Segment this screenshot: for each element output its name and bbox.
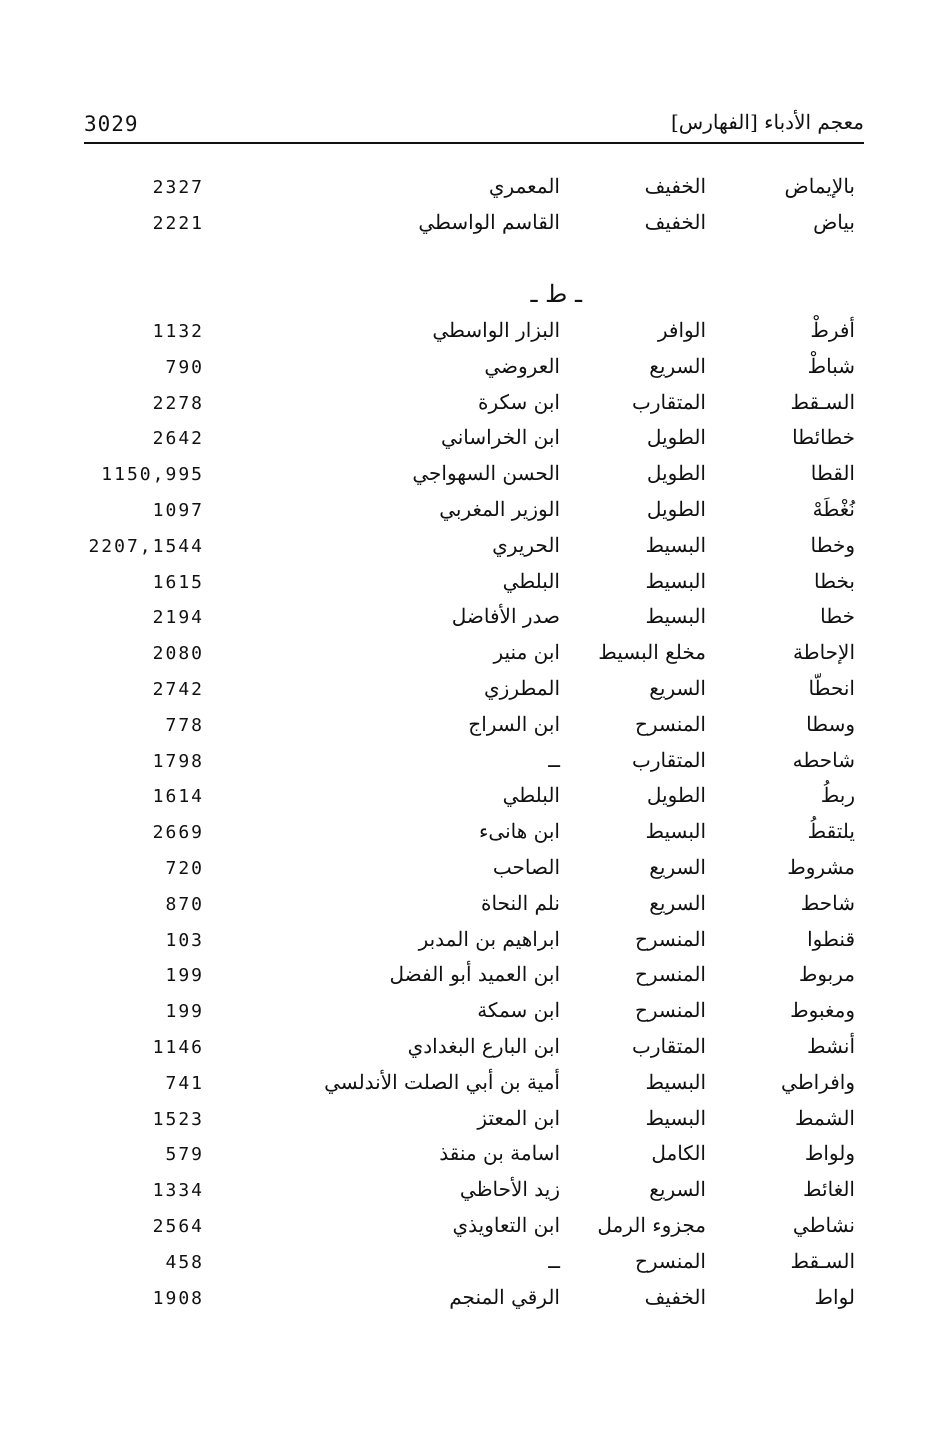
- page-ref-cell: 720: [165, 858, 204, 879]
- meter-cell: المنسرح: [634, 711, 706, 736]
- poet-cell: ــ: [548, 747, 560, 772]
- rhyme-cell: قنطوا: [807, 926, 855, 951]
- page-ref-cell: 2221: [152, 213, 204, 234]
- poet-cell: ابن سكرة: [477, 389, 560, 414]
- poet-cell: الرقي المنجم: [449, 1284, 560, 1309]
- table-row: [0, 819, 932, 855]
- meter-cell: المنسرح: [634, 1248, 706, 1273]
- meter-cell: مجزوء الرمل: [597, 1213, 706, 1237]
- poet-cell: زيد الأحاظي: [459, 1177, 560, 1202]
- meter-cell: الخفيف: [644, 1284, 706, 1309]
- table-row: [0, 604, 932, 640]
- page-ref-cell: 2742: [152, 679, 204, 700]
- poet-cell: ابن هانىء: [479, 819, 560, 844]
- table-row: [0, 962, 932, 998]
- page-ref-cell: 2278: [152, 392, 204, 414]
- page-ref-cell: 2327: [152, 177, 204, 198]
- rhyme-cell: ربطُ: [820, 783, 855, 808]
- meter-cell: البسيط: [645, 1105, 706, 1130]
- table-row: [0, 569, 932, 605]
- poet-cell: ابن البارع البغدادي: [407, 1034, 560, 1058]
- page-ref-cell: 579: [165, 1144, 204, 1166]
- poet-cell: البلطي: [502, 568, 560, 593]
- page-ref-cell: 2642: [152, 428, 204, 450]
- page-ref-cell: 1523: [152, 1108, 204, 1130]
- table-row: [0, 640, 932, 676]
- meter-cell: البسيط: [645, 604, 706, 629]
- page-ref-cell: 778: [165, 714, 204, 736]
- rhyme-cell: شباطْ: [807, 353, 855, 378]
- rhyme-cell: الإحاطة: [792, 640, 855, 665]
- table-row: [0, 855, 932, 891]
- page-ref-cell: 1908: [152, 1287, 204, 1309]
- meter-cell: المتقارب: [632, 389, 706, 414]
- table-row: [0, 998, 932, 1034]
- page-ref-cell: 2669: [152, 822, 204, 844]
- rhyme-cell: نشاطي: [792, 1213, 855, 1237]
- rhyme-cell: ومغبوط: [790, 998, 855, 1023]
- page-ref-cell: 199: [165, 1001, 204, 1023]
- table-row: [0, 210, 932, 246]
- page-ref-cell: 1132: [152, 321, 204, 342]
- poet-cell: القاسم الواسطي: [418, 210, 560, 234]
- running-title: معجم الأدباء [الفهارس]: [671, 110, 864, 134]
- poet-cell: اسامة بن منقذ: [439, 1141, 560, 1166]
- page-number: 3029: [84, 112, 139, 136]
- rhyme-cell: خطا: [820, 604, 855, 629]
- poet-cell: ابن المعتز: [477, 1105, 560, 1130]
- rhyme-cell: الشمط: [794, 1105, 855, 1130]
- table-row: [0, 497, 932, 533]
- poet-cell: ابن سمكة: [477, 998, 560, 1023]
- rhyme-cell: وخطا: [810, 532, 855, 557]
- section-letter-heading: ـ ط ـ: [530, 280, 582, 308]
- poet-cell: البزار الواسطي: [432, 318, 560, 342]
- rhyme-cell: وافراطي: [781, 1069, 855, 1094]
- poet-cell: العروضي: [484, 353, 560, 378]
- poet-cell: المطرزي: [484, 676, 560, 700]
- table-row: [0, 1070, 932, 1106]
- meter-cell: المنسرح: [634, 926, 706, 951]
- poet-cell: صدر الأفاضل: [451, 604, 560, 629]
- table-row: [0, 891, 932, 927]
- table-row: [0, 676, 932, 712]
- rhyme-cell: ولواط: [804, 1141, 855, 1166]
- poet-cell: ابن العميد أبو الفضل: [389, 962, 560, 987]
- rhyme-cell: أنشط: [807, 1034, 855, 1058]
- page-ref-cell: 2207,1544: [88, 535, 204, 557]
- table-row: [0, 461, 932, 497]
- poet-cell: أمية بن أبي الصلت الأندلسي: [324, 1069, 560, 1094]
- page-ref-cell: 1334: [152, 1180, 204, 1202]
- table-row: [0, 1034, 932, 1070]
- rhyme-cell: مربوط: [798, 962, 855, 987]
- table-row: [0, 1141, 932, 1177]
- meter-cell: الطويل: [646, 783, 706, 808]
- page-ref-cell: 870: [165, 893, 204, 915]
- table-row: [0, 712, 932, 748]
- page-ref-cell: 103: [165, 929, 204, 951]
- page-ref-cell: 1798: [152, 750, 204, 772]
- page-ref-cell: 1615: [152, 571, 204, 593]
- meter-cell: البسيط: [645, 1069, 706, 1094]
- poet-cell: الوزير المغربي: [439, 497, 560, 521]
- rhyme-cell: بخطا: [814, 568, 855, 593]
- rhyme-cell: الغائط: [803, 1177, 855, 1202]
- table-row: [0, 1285, 932, 1321]
- meter-cell: البسيط: [645, 568, 706, 593]
- table-row: [0, 174, 932, 210]
- rhyme-cell: السـقط: [790, 389, 855, 414]
- poet-cell: ابن السراج: [468, 711, 560, 736]
- page-ref-cell: 1146: [152, 1037, 204, 1058]
- table-row: [0, 318, 932, 354]
- page-ref-cell: 2564: [152, 1216, 204, 1237]
- meter-cell: السريع: [649, 1177, 706, 1202]
- poet-cell: نلم النحاة: [480, 890, 560, 915]
- page-ref-cell: 2080: [152, 643, 204, 665]
- meter-cell: المتقارب: [632, 1034, 706, 1058]
- poet-cell: الصاحب: [492, 855, 560, 879]
- meter-cell: مخلع البسيط: [598, 640, 706, 665]
- table-row: [0, 1106, 932, 1142]
- meter-cell: الوافر: [657, 318, 706, 342]
- rhyme-cell: السـقط: [790, 1248, 855, 1273]
- meter-cell: السريع: [649, 676, 706, 700]
- poet-cell: ابن الخراساني: [441, 425, 560, 450]
- page-ref-cell: 1097: [152, 500, 204, 521]
- meter-cell: المتقارب: [632, 747, 706, 772]
- poet-cell: ابن التعاويذي: [452, 1213, 560, 1237]
- table-row: [0, 927, 932, 963]
- table-row: [0, 1177, 932, 1213]
- rhyme-cell: انحطّا: [808, 676, 855, 700]
- meter-cell: المنسرح: [634, 962, 706, 987]
- meter-cell: الخفيف: [644, 210, 706, 234]
- meter-cell: البسيط: [645, 532, 706, 557]
- rhyme-cell: نُغْطَهْ: [812, 497, 855, 521]
- table-row: [0, 1213, 932, 1249]
- table-row: [0, 390, 932, 426]
- meter-cell: المنسرح: [634, 998, 706, 1023]
- meter-cell: الطويل: [646, 461, 706, 486]
- poet-cell: ابن منير: [493, 640, 560, 665]
- meter-cell: البسيط: [645, 819, 706, 844]
- table-row: [0, 354, 932, 390]
- poet-cell: الحريري: [492, 532, 560, 557]
- poet-cell: ــ: [548, 1248, 560, 1273]
- rhyme-cell: بالإيماض: [784, 174, 855, 198]
- page-ref-cell: 458: [165, 1251, 204, 1273]
- poet-cell: الحسن السهواجي: [412, 461, 560, 486]
- page-ref-cell: 2194: [152, 607, 204, 629]
- rhyme-cell: شاحطه: [792, 747, 855, 772]
- rhyme-cell: شاحط: [800, 890, 855, 915]
- table-row: [0, 1249, 932, 1285]
- rhyme-cell: بياض: [813, 210, 855, 234]
- poet-cell: ابراهيم بن المدبر: [418, 926, 560, 951]
- meter-cell: السريع: [649, 855, 706, 879]
- meter-cell: الطويل: [646, 497, 706, 521]
- meter-cell: السريع: [649, 890, 706, 915]
- rhyme-cell: لواط: [814, 1284, 855, 1309]
- table-row: [0, 748, 932, 784]
- rhyme-cell: القطا: [810, 461, 855, 486]
- page-ref-cell: 1150,995: [101, 464, 204, 486]
- poet-cell: البلطي: [502, 783, 560, 808]
- rhyme-cell: أفرطْ: [810, 318, 855, 342]
- rhyme-cell: مشروط: [787, 855, 855, 879]
- poet-cell: المعمري: [488, 174, 560, 198]
- rhyme-cell: وسطا: [806, 711, 855, 736]
- page-ref-cell: 741: [165, 1072, 204, 1094]
- page-header: [84, 108, 864, 144]
- page-ref-cell: 199: [165, 965, 204, 987]
- meter-cell: الكامل: [651, 1141, 706, 1166]
- table-row: [0, 425, 932, 461]
- rhyme-cell: يلتقطُ: [807, 819, 855, 844]
- rhyme-cell: خطائطا: [792, 425, 855, 450]
- meter-cell: السريع: [649, 353, 706, 378]
- page-ref-cell: 790: [165, 356, 204, 378]
- meter-cell: الخفيف: [644, 174, 706, 198]
- meter-cell: الطويل: [646, 425, 706, 450]
- table-row: [0, 783, 932, 819]
- table-row: [0, 533, 932, 569]
- page-ref-cell: 1614: [152, 786, 204, 808]
